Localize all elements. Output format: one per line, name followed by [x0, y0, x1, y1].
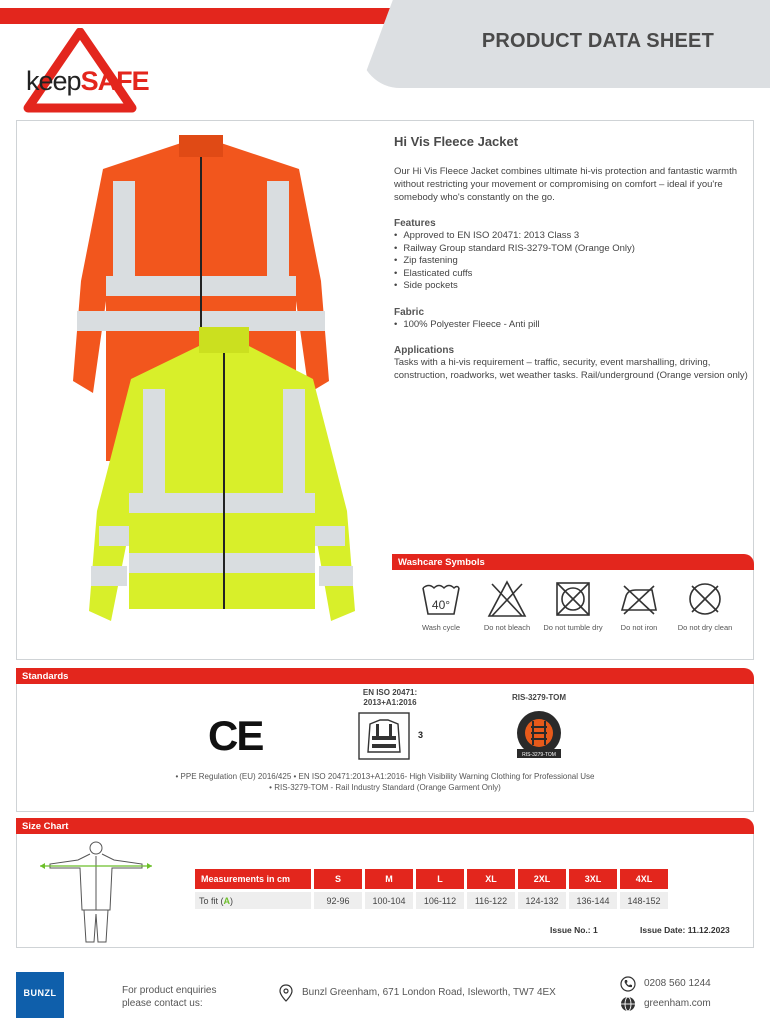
list-item: • Zip fastening [394, 255, 754, 268]
enquiries-text: For product enquiries please contact us: [122, 985, 217, 1009]
size-header: 2XL [518, 869, 566, 889]
size-table [192, 866, 671, 912]
product-description: Our Hi Vis Fleece Jacket combines ultimate hi-vis protection and fantastic warmth without restricting your movement or compromising on comfort – ideal if you're somebody who's constantly on the go. [394, 166, 738, 203]
phone-icon [620, 976, 636, 992]
hi-vis-pictogram-icon [358, 712, 410, 760]
wash-tub-icon [420, 578, 462, 620]
svg-text:RIS-3279-TOM: RIS-3279-TOM [522, 752, 556, 758]
row-label: To fit (A) [195, 892, 311, 909]
size-cell: 124-132 [518, 892, 566, 909]
logo-wordmark: keepSAFE [26, 66, 149, 96]
no-dry-clean-symbol: Do not dry clean [672, 578, 738, 648]
rail-standard-badge-icon [505, 709, 573, 761]
standards-heading: Standards [16, 668, 754, 684]
list-item: • Approved to EN ISO 20471: 2013 Class 3 [394, 230, 754, 243]
size-cell: 106-112 [416, 892, 464, 909]
washcare-heading: Washcare Symbols [392, 554, 754, 570]
no-bleach-symbol: Do not bleach [474, 578, 540, 648]
no-dry-clean-icon [684, 578, 726, 620]
en-class-number: 3 [418, 730, 424, 740]
applications-text: Tasks with a hi-vis requirement – traffic, security, event marshalling, driving, construction, roadworks, wet weather tasks. Rail/underground (Orange version only) [394, 357, 748, 381]
header-red-band [0, 8, 410, 24]
size-cell: 92-96 [314, 892, 362, 909]
location-pin-icon [278, 984, 294, 1002]
product-info [394, 134, 754, 382]
address-text: Bunzl Greenham, 671 London Road, Isleworth, TW7 4EX [302, 987, 556, 998]
wash-cycle-symbol: 40° Wash cycle [408, 578, 474, 648]
no-iron-symbol: Do not iron [606, 578, 672, 648]
size-cell: 116-122 [467, 892, 515, 909]
page-title: PRODUCT DATA SHEET [481, 30, 714, 52]
table-row [195, 892, 668, 909]
list-item: • Railway Group standard RIS-3279-TOM (Orange Only) [394, 243, 754, 256]
size-cell: 148-152 [620, 892, 668, 909]
washcare-symbols [408, 578, 754, 648]
size-header: M [365, 869, 413, 889]
no-tumble-dry-symbol: Do not tumble dry [540, 578, 606, 648]
features-list [394, 230, 754, 293]
website-link[interactable]: greenham.com [644, 998, 711, 1009]
size-header: XL [467, 869, 515, 889]
table-header: Measurements in cm [195, 869, 311, 889]
issue-date: Issue Date: 11.12.2023 [640, 925, 730, 935]
no-iron-icon [618, 578, 660, 620]
issue-number: Issue No.: 1 [550, 925, 598, 935]
size-cell: 136-144 [569, 892, 617, 909]
size-cell: 100-104 [365, 892, 413, 909]
web-icon [620, 996, 636, 1012]
ris-heading: RIS-3279-TOM [511, 693, 567, 702]
size-chart-heading: Size Chart [16, 818, 754, 834]
en-iso-heading: EN ISO 20471: 2013+A1:2016 [362, 688, 418, 707]
svg-text:40°: 40° [431, 598, 451, 612]
fabric-heading: Fabric [394, 306, 425, 318]
keepsafe-logo [20, 28, 170, 114]
list-item: • Elasticated cuffs [394, 268, 754, 281]
phone-link[interactable]: 0208 560 1244 [644, 978, 711, 989]
list-item: • Side pockets [394, 280, 754, 293]
size-header: 3XL [569, 869, 617, 889]
bunzl-wordmark: BUNZL [23, 988, 57, 998]
standards-notes: • PPE Regulation (EU) 2016/425 • EN ISO 20471:2013+A1:2016- High Visibility Warning Clothing for Professional Use • RIS-3279-TOM - Rail Industry Standard (Orange Garment Only) [175, 772, 595, 792]
size-header: S [314, 869, 362, 889]
size-header: L [416, 869, 464, 889]
measurement-figure-icon [40, 838, 152, 944]
product-title: Hi Vis Fleece Jacket [394, 134, 519, 149]
size-header: 4XL [620, 869, 668, 889]
applications-heading: Applications [394, 345, 455, 356]
table-row [195, 869, 668, 889]
list-item: • 100% Polyester Fleece - Anti pill [394, 319, 754, 332]
product-image [51, 131, 371, 636]
ce-mark: CE [208, 712, 263, 759]
features-heading: Features [394, 218, 436, 229]
fabric-list [394, 319, 754, 332]
no-tumble-dry-icon [552, 578, 594, 620]
no-bleach-icon [486, 578, 528, 620]
